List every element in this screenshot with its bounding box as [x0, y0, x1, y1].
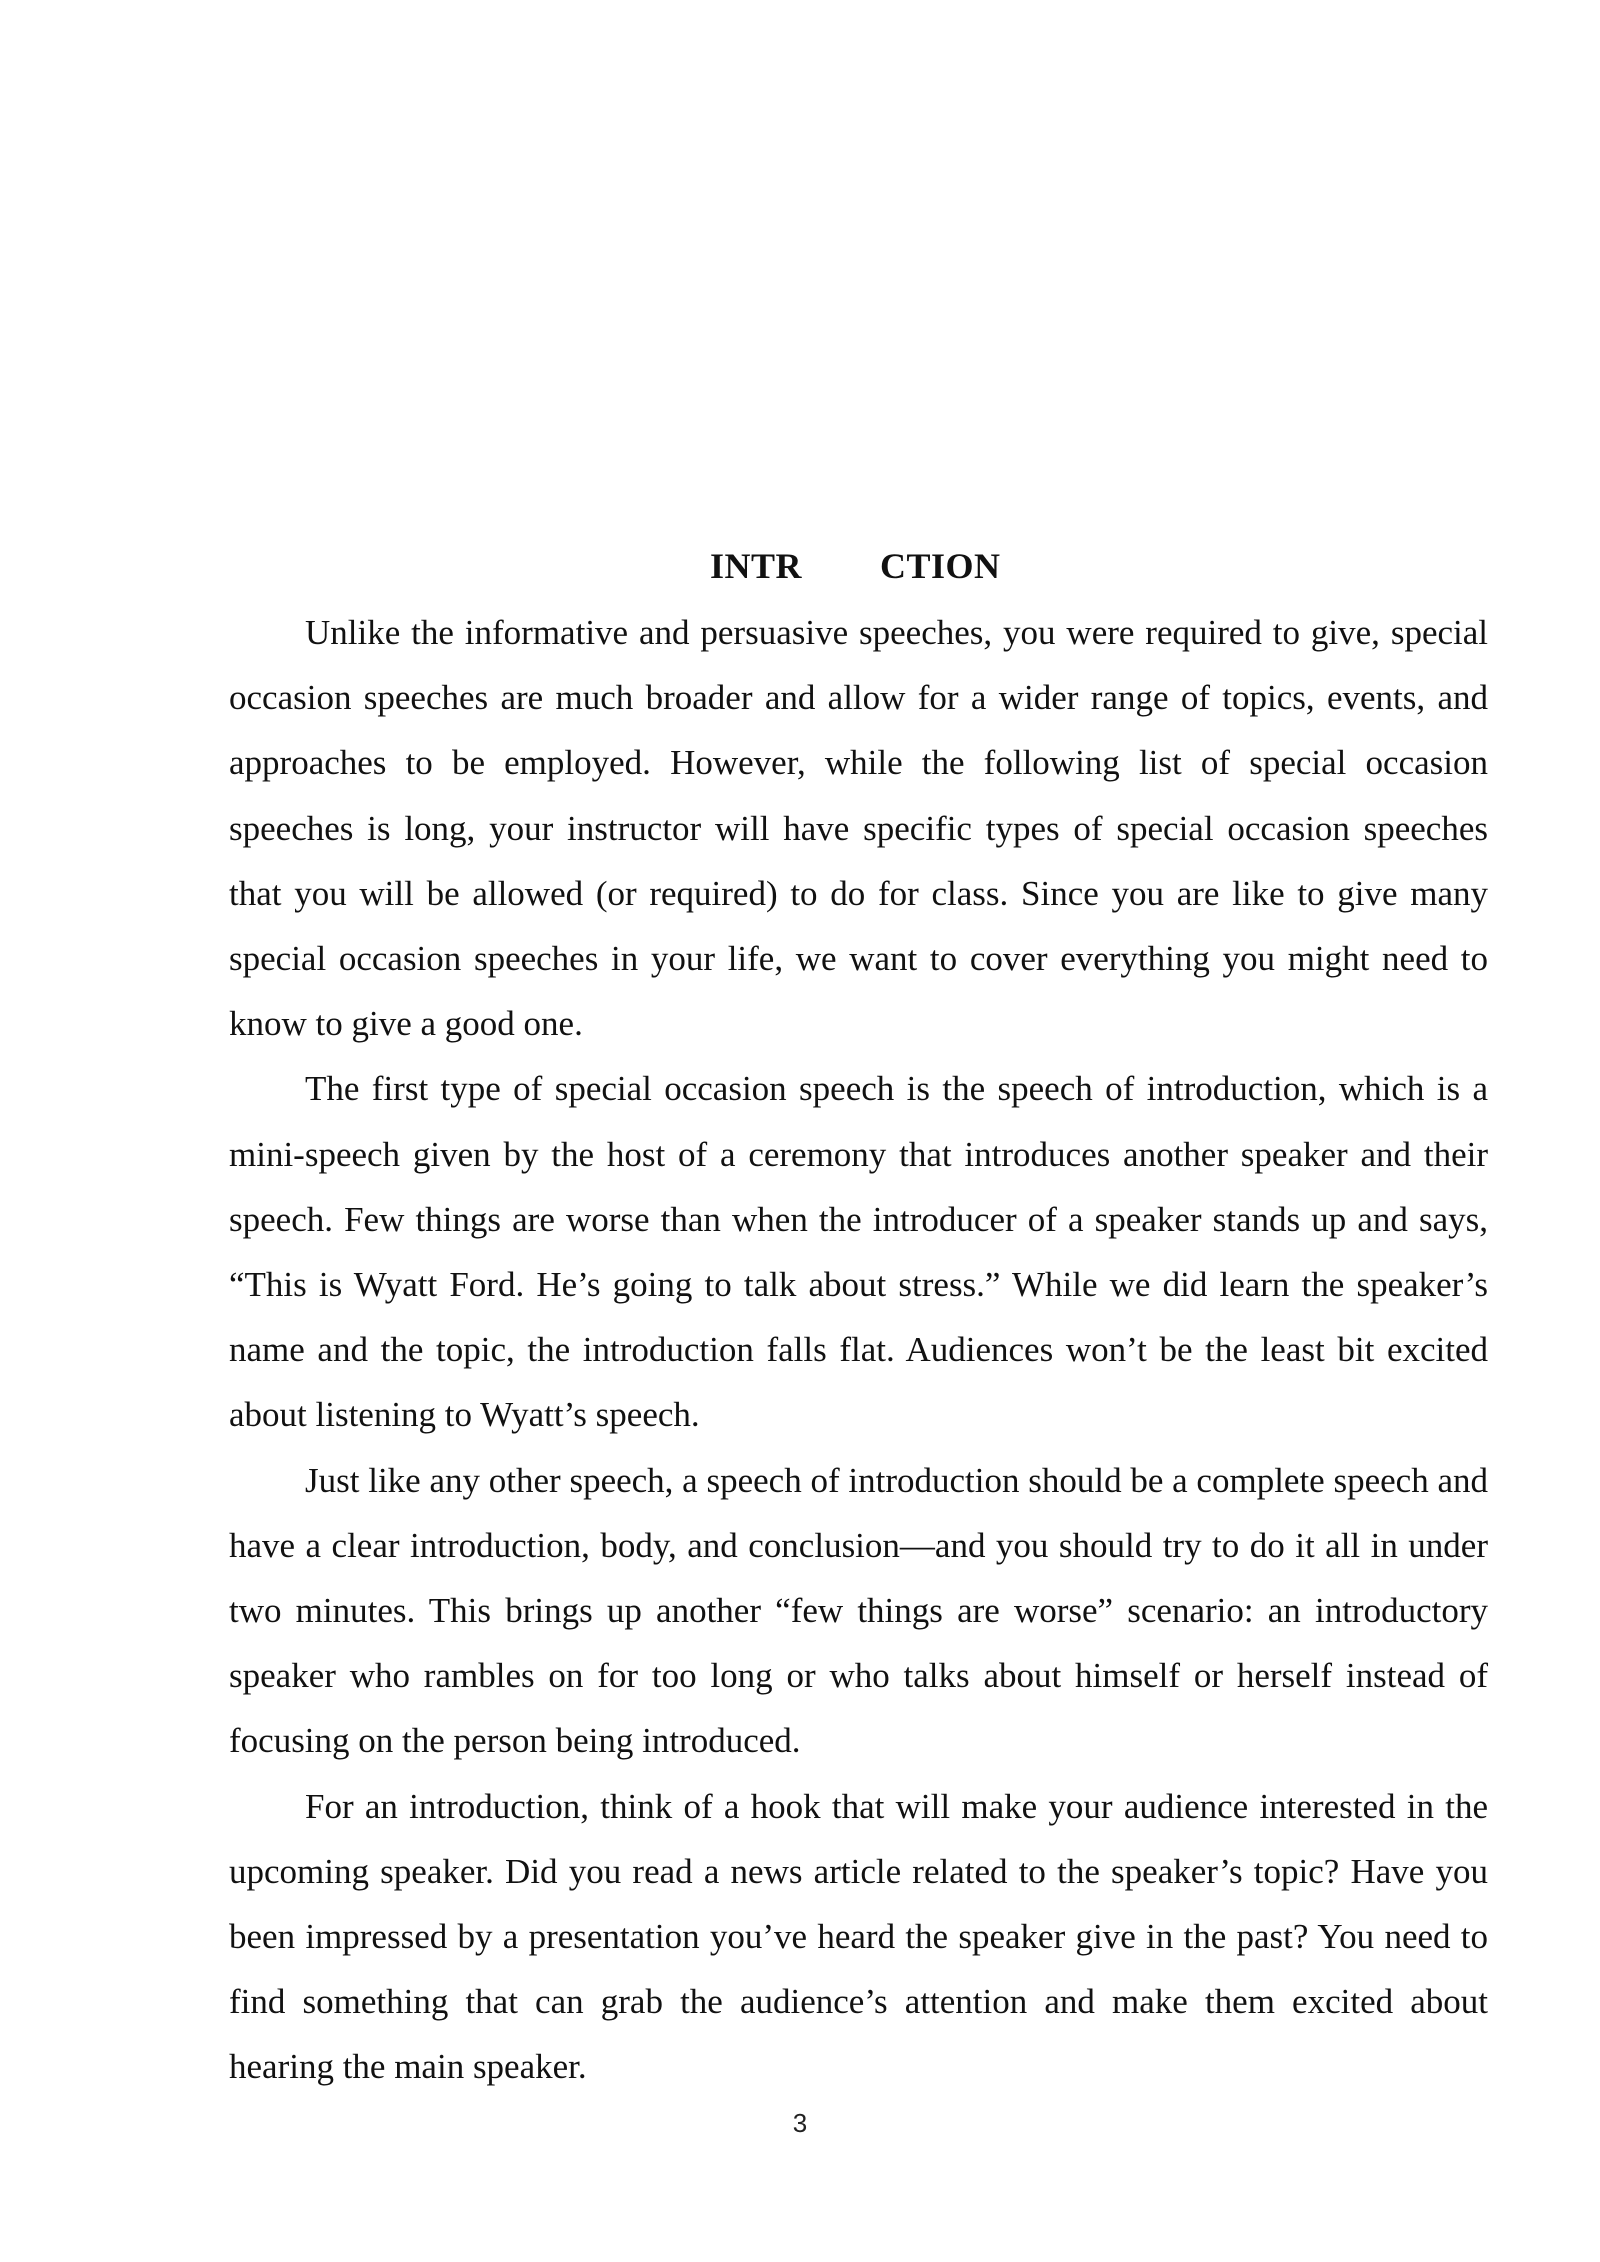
section-heading — [0, 538, 1600, 594]
page-number: 3 — [792, 2108, 808, 2138]
section-heading-left: INTR — [710, 546, 803, 586]
section-heading-right-clip — [880, 538, 1044, 594]
section-heading-right: CTION — [880, 546, 1001, 586]
paragraph: Unlike the informative and persuasive speeches, you were required to give, special occasion speeches are much broader and allow for a wider range of topics, events, and approaches to be employed. However, while the following list of special occasion speeches is long, your instructor will have specific types of special occasion speeches that you will be allowed (or required) to do for class. Since you are like to give many special occasion speeches in your life, we want to cover everything you might need to know to give a good one. — [229, 613, 1488, 1044]
body-text — [229, 600, 1488, 2100]
paragraph: For an introduction, think of a hook that will make your audience interested in the upcoming speaker. Did you read a news article related to the speaker’s topic? Have you been impressed by a presentation you’ve heard the speaker give in the past? You need to find something that can grab the audience’s attention and make them excited about hearing the main speaker. — [229, 1786, 1488, 2087]
paragraph: Just like any other speech, a speech of introduction should be a complete speech and have a clear introduction, body, and conclusion—and you should try to do it all in under two minutes. This brings up another “few things are worse” scenario: an introductory speaker who rambles on for too long or who talks about himself or herself instead of focusing on the person being introduced. — [229, 1460, 1488, 1761]
paragraph: The first type of special occasion speech is the speech of introduction, which is a mini-speech given by the host of a ceremony that introduces another speaker and their speech. Few things are worse than when the introducer of a speaker stands up and says, “This is Wyatt Ford. He’s going to talk about stress.” While we did learn the speaker’s name and the topic, the introduction falls flat. Audiences won’t be the least bit excited about listening to Wyatt’s speech. — [229, 1069, 1488, 1435]
